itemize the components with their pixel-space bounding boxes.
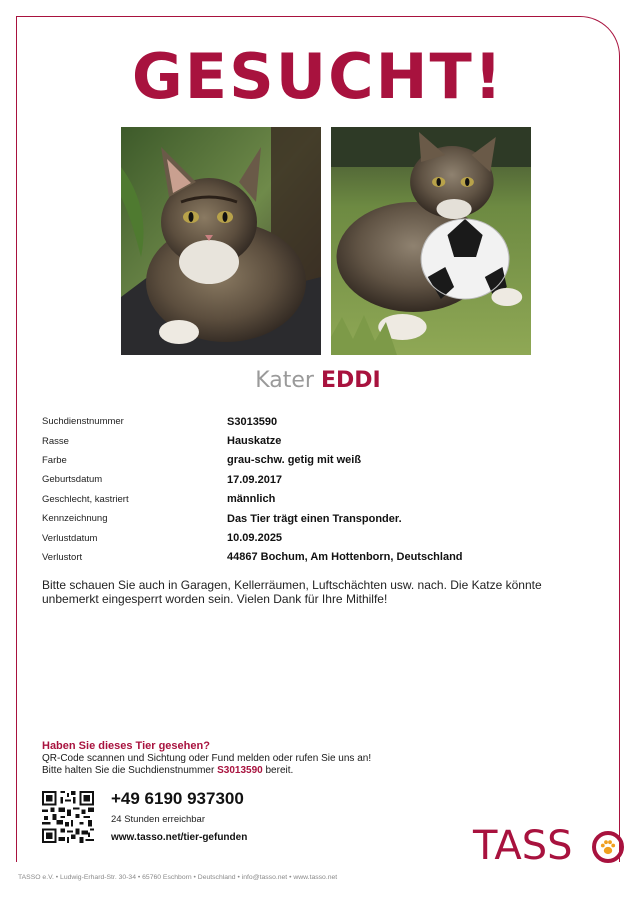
cat-photo-portrait	[121, 127, 321, 355]
detail-value: 44867 Bochum, Am Hottenborn, Deutschland	[227, 551, 463, 564]
detail-label: Kennzeichnung	[42, 513, 108, 525]
search-note: Bitte schauen Sie auch in Garagen, Kellerräumen, Luftschächten usw. nach. Die Katze könnte unbemerkt eingesperrt worden sein. Vielen Dank für Ihre Mithilfe!	[42, 578, 542, 606]
detail-value: grau-schw. getig mit weiß	[227, 454, 362, 467]
cta-line-2-post: bereit.	[265, 765, 294, 776]
detail-label: Farbe	[42, 454, 67, 466]
pet-species: Kater	[255, 368, 314, 393]
detail-row-sex	[42, 490, 582, 509]
detail-label: Verlustdatum	[42, 532, 98, 544]
headline: GESUCHT!	[131, 40, 505, 113]
logo-wordmark: TASS	[473, 823, 573, 869]
pet-name: EDDI	[320, 368, 381, 393]
detail-label: Verlustort	[42, 551, 83, 563]
tasso-logo	[473, 823, 623, 872]
found-pet-link[interactable]: www.tasso.net/tier-gefunden	[111, 832, 248, 843]
detail-row-identification	[42, 509, 582, 528]
detail-label: Rasse	[42, 435, 69, 447]
detail-row-loss-location	[42, 548, 582, 567]
detail-row-color	[42, 451, 582, 470]
cta-line-1: QR-Code scannen und Sichtung oder Fund melden oder rufen Sie uns an!	[42, 753, 372, 764]
cat-with-ball-image	[331, 127, 531, 355]
pet-title	[0, 370, 636, 392]
detail-value: Hauskatze	[227, 435, 282, 448]
detail-label: Geschlecht, kastriert	[42, 493, 129, 505]
detail-row-loss-date	[42, 528, 582, 547]
detail-label: Geburtsdatum	[42, 474, 103, 486]
cta-search-number: S3013590	[217, 765, 263, 776]
detail-row-birthdate	[42, 470, 582, 489]
detail-value: männlich	[227, 493, 276, 506]
hotline-hours: 24 Stunden erreichbar	[111, 814, 206, 825]
cta-title: Haben Sie dieses Tier gesehen?	[42, 740, 210, 752]
cta-line-2	[42, 765, 462, 777]
pet-details-table	[42, 412, 582, 567]
qr-code-icon[interactable]	[42, 791, 94, 843]
detail-label: Suchdienstnummer	[42, 416, 124, 428]
detail-value: 10.09.2025	[227, 532, 283, 545]
detail-value: Das Tier trägt einen Transponder.	[227, 512, 402, 525]
cat-photo-with-ball	[331, 127, 531, 355]
call-to-action	[42, 740, 462, 777]
cat-portrait-image	[121, 127, 321, 355]
hotline-phone[interactable]: +49 6190 937300	[111, 789, 244, 808]
detail-value: 17.09.2017	[227, 473, 283, 486]
cta-line-2-pre: Bitte halten Sie die Suchdienstnummer	[42, 765, 215, 776]
footer-address: TASSO e.V. • Ludwig-Erhard-Str. 30-34 • 65760 Eschborn • Deutschland • info@tasso.net • www.tasso.net	[18, 874, 338, 881]
paw-icon	[591, 830, 625, 864]
detail-row-breed	[42, 431, 582, 450]
detail-row-search-number	[42, 412, 582, 431]
detail-value: S3013590	[227, 415, 278, 428]
